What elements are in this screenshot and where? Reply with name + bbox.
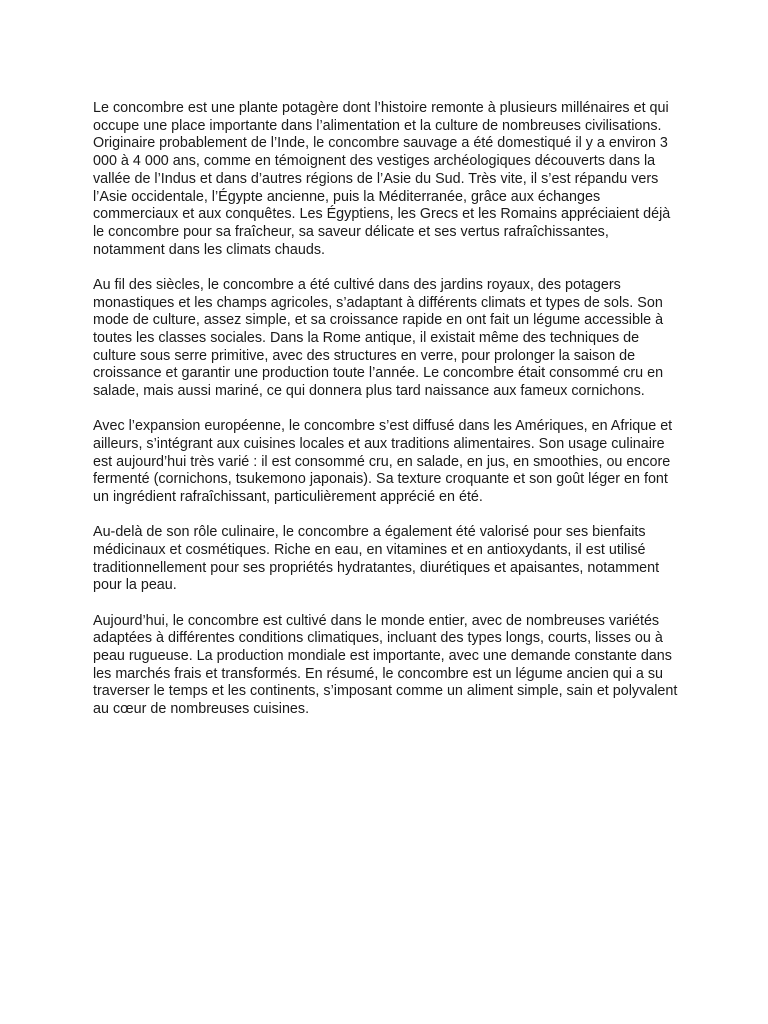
paragraph-today: Aujourd’hui, le concombre est cultivé dans le monde entier, avec de nombreuses variétés adaptées à différentes conditions climatiques, incluant des types longs, courts, lisses ou à peau rugueuse. La production mondiale est importante, avec une demande constante dans les marchés frais et transformés. En résumé, le concombre est un légume ancien qui a su traverser le temps et les continents, s’imposant comme un aliment simple, sain et polyvalent au cœur de nombreuses cuisines. [93,612,678,718]
document-body [93,100,679,736]
paragraph-benefits: Au-delà de son rôle culinaire, le concombre a également été valorisé pour ses bienfaits médicinaux et cosmétiques. Riche en eau, en vitamines et en antioxydants, il est utilisé traditionnellement pour ses propriétés hydratantes, diurétiques et apaisantes, notamment pour la peau. [93,524,660,594]
paragraph-expansion: Avec l’expansion européenne, le concombre s’est diffusé dans les Amériques, en Afrique et ailleurs, s’intégrant aux cuisines locales et aux traditions alimentaires. Son usage culinaire est aujourd’hui très varié : il est consommé cru, en salade, en jus, en smoothies, ou encore fermenté (cornichons, tsukemono japonais). Sa texture croquante et son goût léger en font un ingrédient rafraîchissant, particulièrement apprécié en été. [93,418,673,506]
paragraph-cultivation: Au fil des siècles, le concombre a été cultivé dans des jardins royaux, des potagers monastiques et les champs agricoles, s’adaptant à différents climats et types de sols. Son mode de culture, assez simple, et sa croissance rapide en ont fait un légume accessible à toutes les classes sociales. Dans la Rome antique, il existait même des techniques de culture sous serre primitive, avec des structures en verre, pour prolonger la saison de croissance et garantir une production toute l’année. Le concombre était consommé cru en salade, mais aussi mariné, ce qui donnera plus tard naissance aux fameux cornichons. [93,276,664,400]
paragraph-history: Le concombre est une plante potagère dont l’histoire remonte à plusieurs millénaires et qui occupe une place importante dans l’alimentation et la culture de nombreuses civilisations. Originaire probablement de l’Inde, le concombre sauvage a été domestiqué il y a environ 3 000 à 4 000 ans, comme en témoignent des vestiges archéologiques découverts dans la vallée de l’Indus et dans d’autres régions de l’Asie du Sud. Très vite, il s’est répandu vers l’Asie occidentale, l’Égypte ancienne, puis la Méditerranée, grâce aux échanges commerciaux et aux conquêtes. Les Égyptiens, les Grecs et les Romains appréciaient déjà le concombre pour sa fraîcheur, sa saveur délicate et ses vertus rafraîchissantes, notamment dans les climats chauds. [93,100,671,258]
